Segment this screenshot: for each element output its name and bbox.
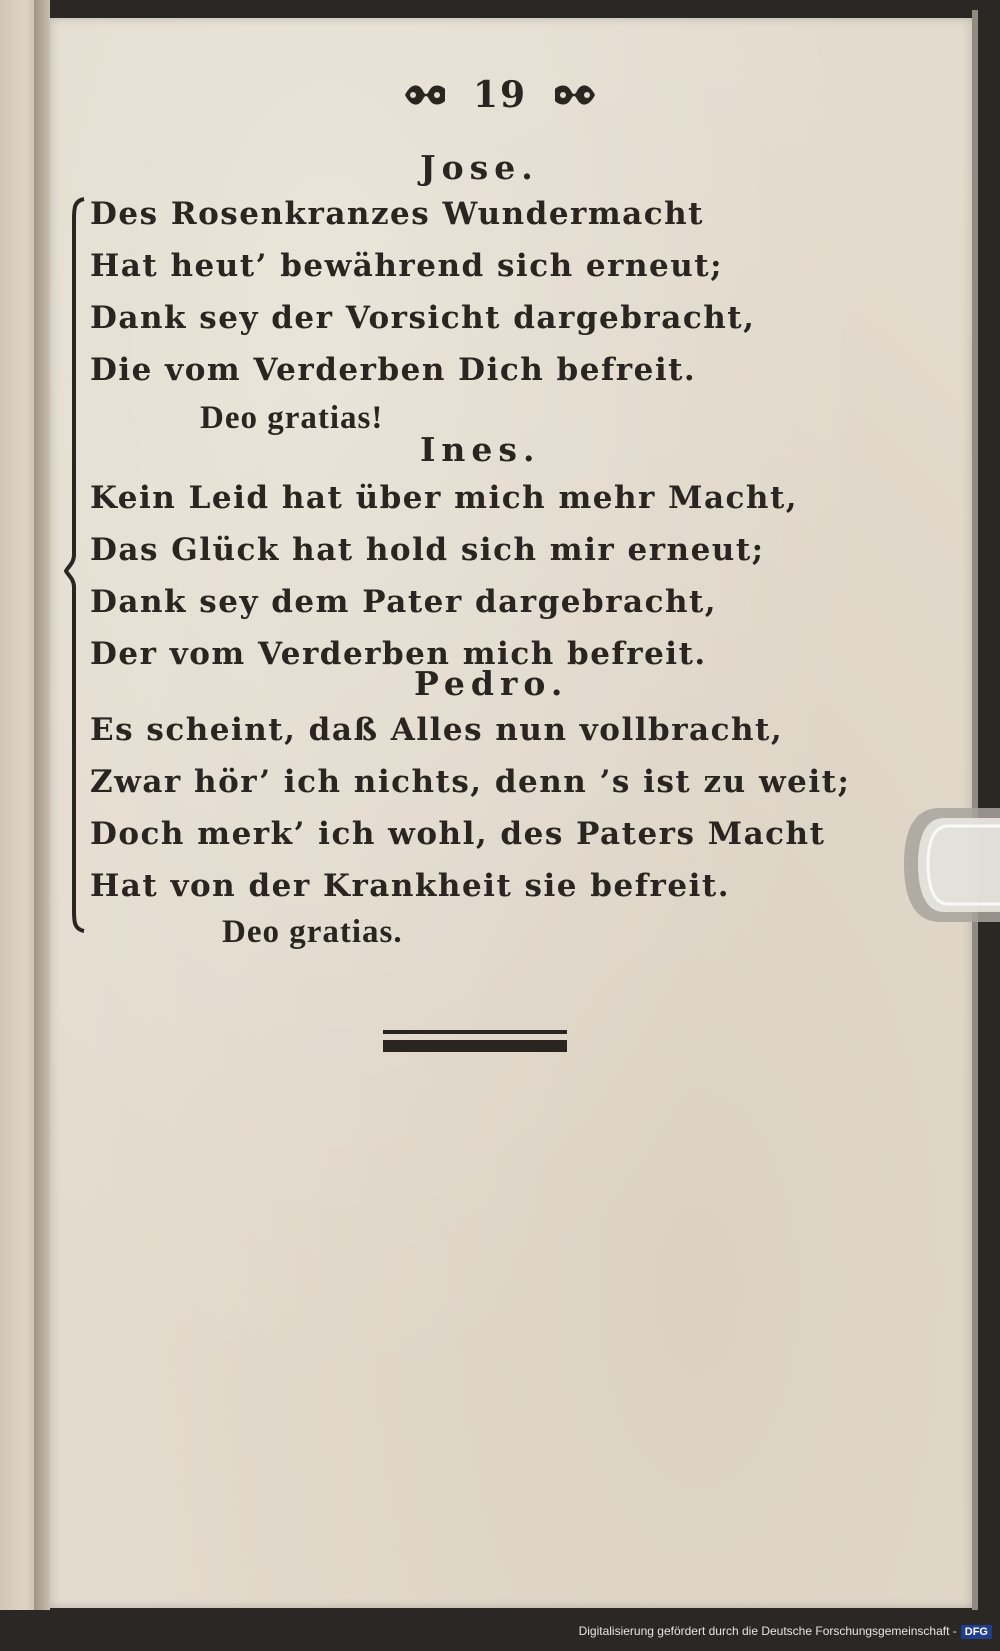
closing-rule (383, 1030, 567, 1054)
book-gutter (34, 0, 50, 1610)
dfg-logo: DFG (961, 1625, 992, 1639)
verse-line: Zwar hör’ ich nichts, denn ’s ist zu weit; (90, 764, 851, 800)
ornament-right-icon (553, 81, 597, 109)
ornament-left-icon (403, 81, 447, 109)
verse-line: Des Rosenkranzes Wundermacht (90, 196, 705, 232)
verse-line: Dank sey der Vorsicht dargebracht, (90, 300, 756, 336)
speaker-jose: Jose. (420, 148, 539, 187)
speaker-ines: Ines. (420, 430, 541, 469)
verse-bracket (64, 195, 88, 935)
verse-line: Hat heut’ bewährend sich erneut; (90, 248, 724, 284)
rule-thin-line (383, 1030, 567, 1034)
refrain-deo-gratias: Deo gratias! (200, 400, 384, 436)
refrain-deo-gratias: Deo gratias. (222, 914, 403, 950)
digitization-credit (0, 1624, 992, 1639)
rule-thick-line (383, 1040, 567, 1052)
verse-line: Der vom Verderben mich befreit. (90, 636, 707, 672)
verse-line: Doch merk’ ich wohl, des Paters Macht (90, 816, 826, 852)
page-number-value: 19 (472, 74, 528, 116)
verse-line: Das Glück hat hold sich mir erneut; (90, 532, 765, 568)
page-clip-icon (900, 800, 1000, 930)
speaker-pedro: Pedro. (414, 664, 569, 703)
verse-line: Es scheint, daß Alles nun vollbracht, (90, 712, 784, 748)
verse-line: Die vom Verderben Dich befreit. (90, 352, 697, 388)
verse-line: Kein Leid hat über mich mehr Macht, (90, 480, 799, 516)
page-number (0, 72, 1000, 116)
verse-line: Dank sey dem Pater dargebracht, (90, 584, 718, 620)
credit-text: Digitalisierung gefördert durch die Deutsche Forschungsgemeinschaft - (578, 1624, 957, 1638)
verse-line: Hat von der Krankheit sie befreit. (90, 868, 730, 904)
